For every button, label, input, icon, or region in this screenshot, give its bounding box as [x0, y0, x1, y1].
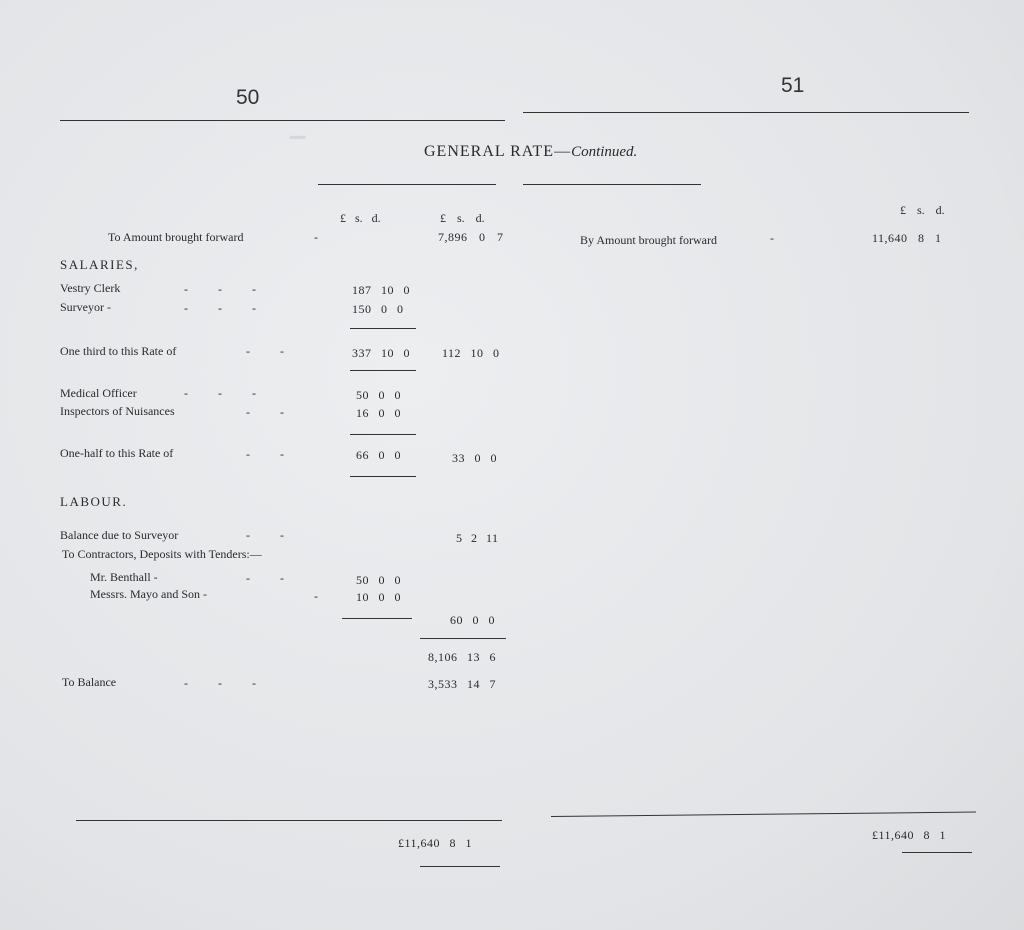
leader-dash: - [314, 230, 318, 244]
section-heading-labour: LABOUR. [60, 494, 128, 509]
one-third-label: One third to this Rate of [60, 344, 177, 358]
leader-dashes: - - - [184, 386, 256, 400]
bottom-rule-right [551, 812, 976, 817]
sum-rule [420, 638, 506, 639]
balance-label: To Balance [62, 675, 117, 689]
right-brought-forward-amount: 11,640 8 1 [872, 231, 942, 245]
leader-dashes: - - - [184, 676, 256, 690]
one-half-amount: 66 0 0 [356, 448, 401, 462]
benthall-label: Mr. Benthall - [90, 570, 158, 584]
leader-dashes: - - - [184, 301, 256, 315]
column-header-left-1: £ s. d. [340, 211, 381, 225]
one-third-amount: 337 10 0 [352, 346, 410, 360]
one-third-total: 112 10 0 [442, 346, 500, 360]
show-through-mark: ▁ [290, 117, 306, 139]
leader-dashes: - - [246, 528, 284, 542]
leader-dashes: - - [246, 571, 284, 585]
mayo-amount: 10 0 0 [356, 590, 401, 604]
surveyor-label: Surveyor - [60, 300, 111, 314]
sum-amount: 8,106 13 6 [428, 650, 496, 664]
title-rule-left [318, 184, 496, 185]
top-rule-left [60, 120, 505, 121]
contractors-label: To Contractors, Deposits with Tenders:— [62, 547, 262, 561]
grand-total-rule-left [420, 866, 500, 867]
subtotal-rule [350, 476, 416, 477]
balance-surveyor-label: Balance due to Surveyor [60, 528, 179, 542]
column-header-left-2: £ s. d. [440, 211, 485, 225]
brought-forward-label: To Amount brought forward [108, 230, 244, 244]
grand-total-left: £11,640 8 1 [398, 836, 473, 850]
vestry-clerk-label: Vestry Clerk [60, 281, 121, 295]
inspectors-label: Inspectors of Nuisances [60, 404, 175, 418]
grand-total-rule-right [902, 852, 972, 853]
subtotal-rule [350, 434, 416, 435]
subtotal-rule [342, 618, 412, 619]
vestry-clerk-amount: 187 10 0 [352, 283, 410, 297]
leader-dash: - [770, 231, 774, 245]
surveyor-amount: 150 0 0 [352, 302, 404, 316]
top-rule-right [523, 112, 969, 113]
leader-dash: - [314, 589, 318, 603]
column-header-right: £ s. d. [900, 203, 945, 217]
labour-subtotal: 60 0 0 [450, 613, 495, 627]
benthall-amount: 50 0 0 [356, 573, 401, 587]
balance-surveyor-total: 5 2 11 [456, 531, 499, 545]
leader-dashes: - - [246, 405, 284, 419]
page-number-left: 50 [236, 86, 260, 109]
title-rule-right [523, 184, 701, 185]
right-brought-forward-label: By Amount brought forward [580, 233, 717, 247]
leader-dashes: - - - [184, 282, 256, 296]
subtotal-rule [350, 328, 416, 329]
bottom-rule-left [76, 820, 502, 821]
inspectors-amount: 16 0 0 [356, 406, 401, 420]
medical-officer-amount: 50 0 0 [356, 388, 401, 402]
grand-total-right: £11,640 8 1 [872, 828, 947, 842]
one-half-total: 33 0 0 [452, 451, 497, 465]
page-number-right: 51 [781, 74, 805, 97]
brought-forward-amount: 7,896 0 7 [438, 230, 504, 244]
medical-officer-label: Medical Officer [60, 386, 137, 400]
one-half-label: One-half to this Rate of [60, 446, 174, 460]
leader-dashes: - - [246, 447, 284, 461]
mayo-label: Messrs. Mayo and Son - [90, 587, 207, 601]
section-heading-salaries: SALARIES, [60, 257, 139, 272]
leader-dashes: - - [246, 344, 284, 358]
subtotal-rule [350, 370, 416, 371]
balance-amount: 3,533 14 7 [428, 677, 496, 691]
page-title: GENERAL RATE—Continued. [424, 143, 638, 160]
